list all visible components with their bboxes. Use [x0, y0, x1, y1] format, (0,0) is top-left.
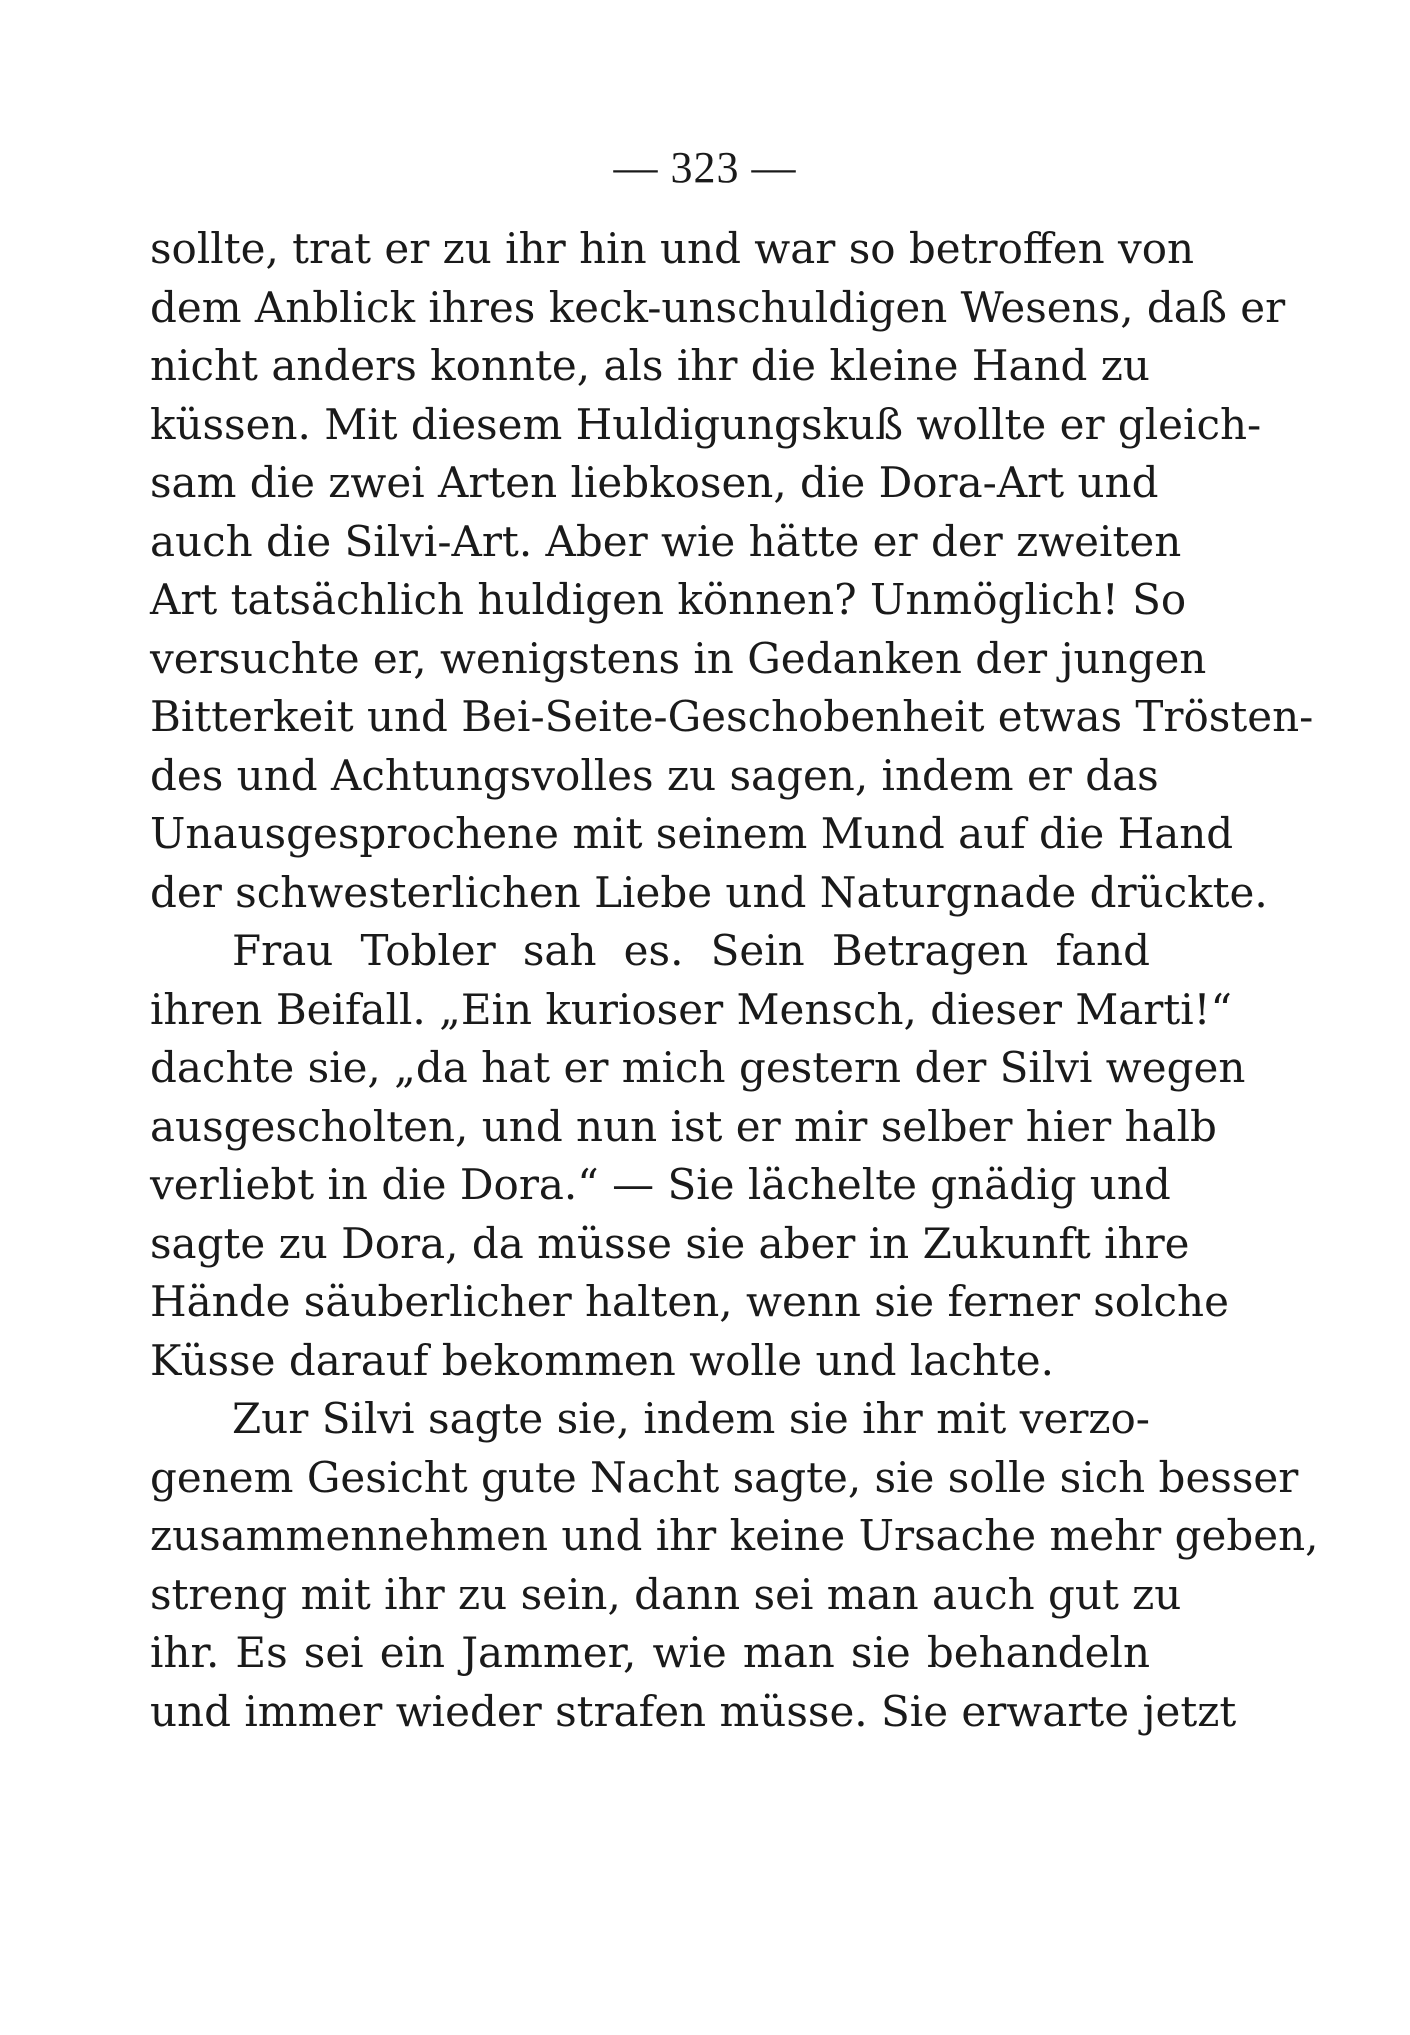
text-line: Bitterkeit und Bei-Seite-Geschobenheit etwas Trösten-: [150, 692, 1314, 741]
text-line: Hände säuberlicher halten, wenn sie ferner solche: [150, 1277, 1229, 1326]
text-line: Unausgesprochene mit seinem Mund auf die Hand: [150, 809, 1234, 858]
text-line: nicht anders konnte, als ihr die kleine Hand zu: [150, 341, 1150, 390]
text-line: sollte, trat er zu ihr hin und war so betroffen von: [150, 224, 1195, 273]
text-line: ihr. Es sei ein Jammer, wie man sie behandeln: [150, 1628, 1150, 1677]
text-line: küssen. Mit diesem Huldigungskuß wollte er gleich-: [150, 399, 1262, 449]
text-line: sam die zwei Arten liebkosen, die Dora-Art und: [150, 458, 1159, 507]
text-line: streng mit ihr zu sein, dann sei man auch gut zu: [150, 1569, 1182, 1619]
text-line: zusammennehmen und ihr keine Ursache mehr geben,: [150, 1511, 1319, 1560]
text-line: sagte zu Dora, da müsse sie aber in Zukunft ihre: [150, 1218, 1190, 1268]
text-line: genem Gesicht gute Nacht sagte, sie solle sich besser: [150, 1452, 1299, 1502]
paragraph-start-line: Zur Silvi sagte sie, indem sie ihr mit verzo-: [232, 1394, 1150, 1443]
text-line: dachte sie, „da hat er mich gestern der Silvi wegen: [150, 1043, 1246, 1092]
text-line: des und Achtungsvolles zu sagen, indem er das: [150, 750, 1159, 800]
text-line: und immer wieder strafen müsse. Sie erwarte jetzt: [150, 1686, 1237, 1736]
paragraph-start-line: Frau Tobler sah es. Sein Betragen fand: [232, 926, 1150, 975]
text-line: versuchte er, wenigstens in Gedanken der jungen: [150, 633, 1207, 683]
body-text: [150, 220, 1319, 1741]
text-line: auch die Silvi-Art. Aber wie hätte er der zweiten: [150, 516, 1182, 566]
text-line: der schwesterlichen Liebe und Naturgnade drückte.: [150, 867, 1268, 917]
text-line: Küsse darauf bekommen wolle und lachte.: [150, 1335, 1054, 1385]
page-number: — 323 —: [613, 143, 797, 192]
text-line: ihren Beifall. „Ein kurioser Mensch, dieser Marti!“: [150, 984, 1233, 1034]
text-line: verliebt in die Dora.“ — Sie lächelte gnädig und: [150, 1160, 1171, 1209]
text-line: Art tatsächlich huldigen können? Unmöglich! So: [150, 575, 1187, 624]
text-line: ausgescholten, und nun ist er mir selber hier halb: [150, 1101, 1217, 1151]
text-line: dem Anblick ihres keck-unschuldigen Wesens, daß er: [150, 282, 1286, 332]
